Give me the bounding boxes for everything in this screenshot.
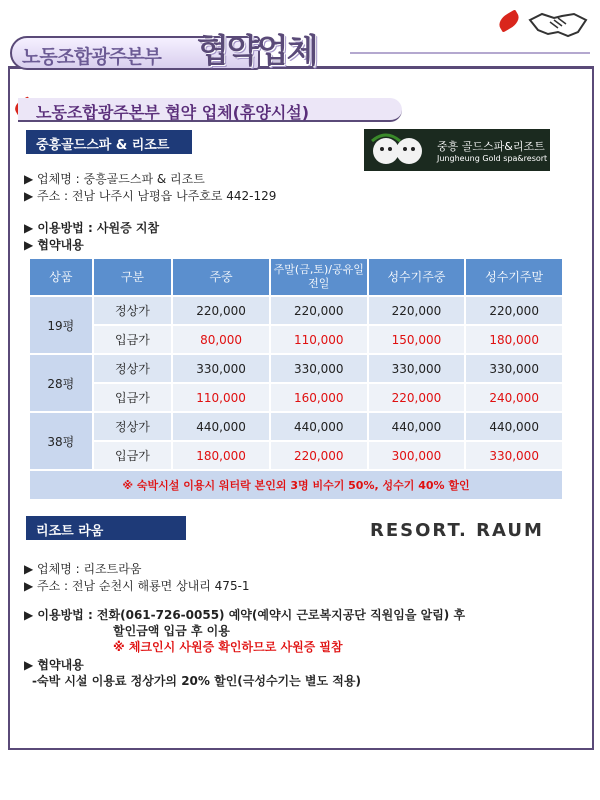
resort2-content: ▶ 협약내용 — [24, 658, 84, 672]
mascot-icon — [364, 129, 434, 171]
member-price-cell: 220,000 — [270, 441, 368, 470]
table-row — [29, 325, 563, 354]
price-cell: 440,000 — [368, 412, 466, 441]
member-price-cell: 180,000 — [465, 325, 563, 354]
table-row — [29, 383, 563, 412]
room-type: 19평 — [29, 296, 93, 354]
table-note-row — [29, 470, 563, 500]
member-price-cell: 110,000 — [172, 383, 270, 412]
member-price-cell: 300,000 — [368, 441, 466, 470]
table-row — [29, 412, 563, 441]
table-row — [29, 296, 563, 325]
resort1-label: 중흥골드스파 & 리조트 — [26, 130, 192, 154]
price-kind: 입금가 — [93, 441, 173, 470]
room-type: 28평 — [29, 354, 93, 412]
price-cell: 220,000 — [172, 296, 270, 325]
resort1-logo-korean: 중흥 골드스파&리조트 — [437, 140, 545, 153]
price-cell: 220,000 — [368, 296, 466, 325]
resort1-price-table — [28, 257, 564, 501]
table-header: 구분 — [93, 258, 173, 296]
resort2-warning: ※ 체크인시 사원증 확인하므로 사원증 필참 — [113, 640, 343, 654]
price-kind: 정상가 — [93, 354, 173, 383]
price-cell: 330,000 — [368, 354, 466, 383]
table-row — [29, 441, 563, 470]
banner-big-title: 협약업체 — [197, 31, 317, 70]
table-header-row — [29, 258, 563, 296]
resort1-content: ▶ 협약내용 — [24, 238, 84, 252]
header-decor-line — [350, 52, 590, 54]
price-kind: 정상가 — [93, 412, 173, 441]
resort2-name: ▶ 업체명 : 리조트라움 — [24, 562, 142, 576]
resort1-address: ▶ 주소 : 전남 나주시 남평읍 나주호로 442-129 — [24, 189, 277, 203]
resort2-usage: ▶ 이용방법 : 전화(061-726-0055) 예약(예약시 근로복지공단 직원임을 알림) 후 — [24, 608, 466, 622]
price-cell: 440,000 — [270, 412, 368, 441]
member-price-cell: 240,000 — [465, 383, 563, 412]
member-price-cell: 330,000 — [465, 441, 563, 470]
price-kind: 정상가 — [93, 296, 173, 325]
price-cell: 330,000 — [172, 354, 270, 383]
member-price-cell: 150,000 — [368, 325, 466, 354]
price-kind: 입금가 — [93, 383, 173, 412]
resort1-usage: ▶ 이용방법 : 사원증 지참 — [24, 221, 160, 235]
member-price-cell: 80,000 — [172, 325, 270, 354]
price-kind: 입금가 — [93, 325, 173, 354]
resort2-usage-cont: 할인금액 입금 후 이용 — [113, 624, 230, 638]
price-cell: 220,000 — [270, 296, 368, 325]
resort2-label: 리조트 라움 — [26, 516, 186, 540]
table-header: 주말(금,토)/공유일전일 — [270, 258, 368, 296]
resort1-logo-english: Jungheung Gold spa&resort — [437, 154, 548, 163]
resort1-name: ▶ 업체명 : 중흥골드스파 & 리조트 — [24, 172, 205, 186]
resort2-address: ▶ 주소 : 전남 순천시 해룡면 상내리 475-1 — [24, 579, 250, 593]
price-cell: 330,000 — [270, 354, 368, 383]
section-title: 노동조합광주본부 협약 업체(휴양시설) — [36, 103, 310, 122]
price-cell: 440,000 — [172, 412, 270, 441]
member-price-cell: 110,000 — [270, 325, 368, 354]
table-header: 상품 — [29, 258, 93, 296]
table-header: 성수기주중 — [368, 258, 466, 296]
room-type: 38평 — [29, 412, 93, 470]
table-header: 주중 — [172, 258, 270, 296]
member-price-cell: 220,000 — [368, 383, 466, 412]
table-header: 성수기주말 — [465, 258, 563, 296]
resort2-content-detail: -숙박 시설 이용료 정상가의 20% 할인(극성수기는 별도 적용) — [32, 674, 361, 688]
member-price-cell: 180,000 — [172, 441, 270, 470]
table-row — [29, 354, 563, 383]
resort2-logo-text: RESORT. RAUM — [370, 520, 544, 541]
table-note: ※ 숙박시설 이용시 워터락 본인외 3명 비수기 50%, 성수기 40% 할인 — [29, 470, 563, 500]
flame-logo-icon — [496, 9, 522, 32]
handshake-icon — [528, 8, 588, 38]
price-cell: 330,000 — [465, 354, 563, 383]
banner-title: 노동조합광주본부 — [22, 46, 161, 68]
price-cell: 440,000 — [465, 412, 563, 441]
member-price-cell: 160,000 — [270, 383, 368, 412]
price-cell: 220,000 — [465, 296, 563, 325]
